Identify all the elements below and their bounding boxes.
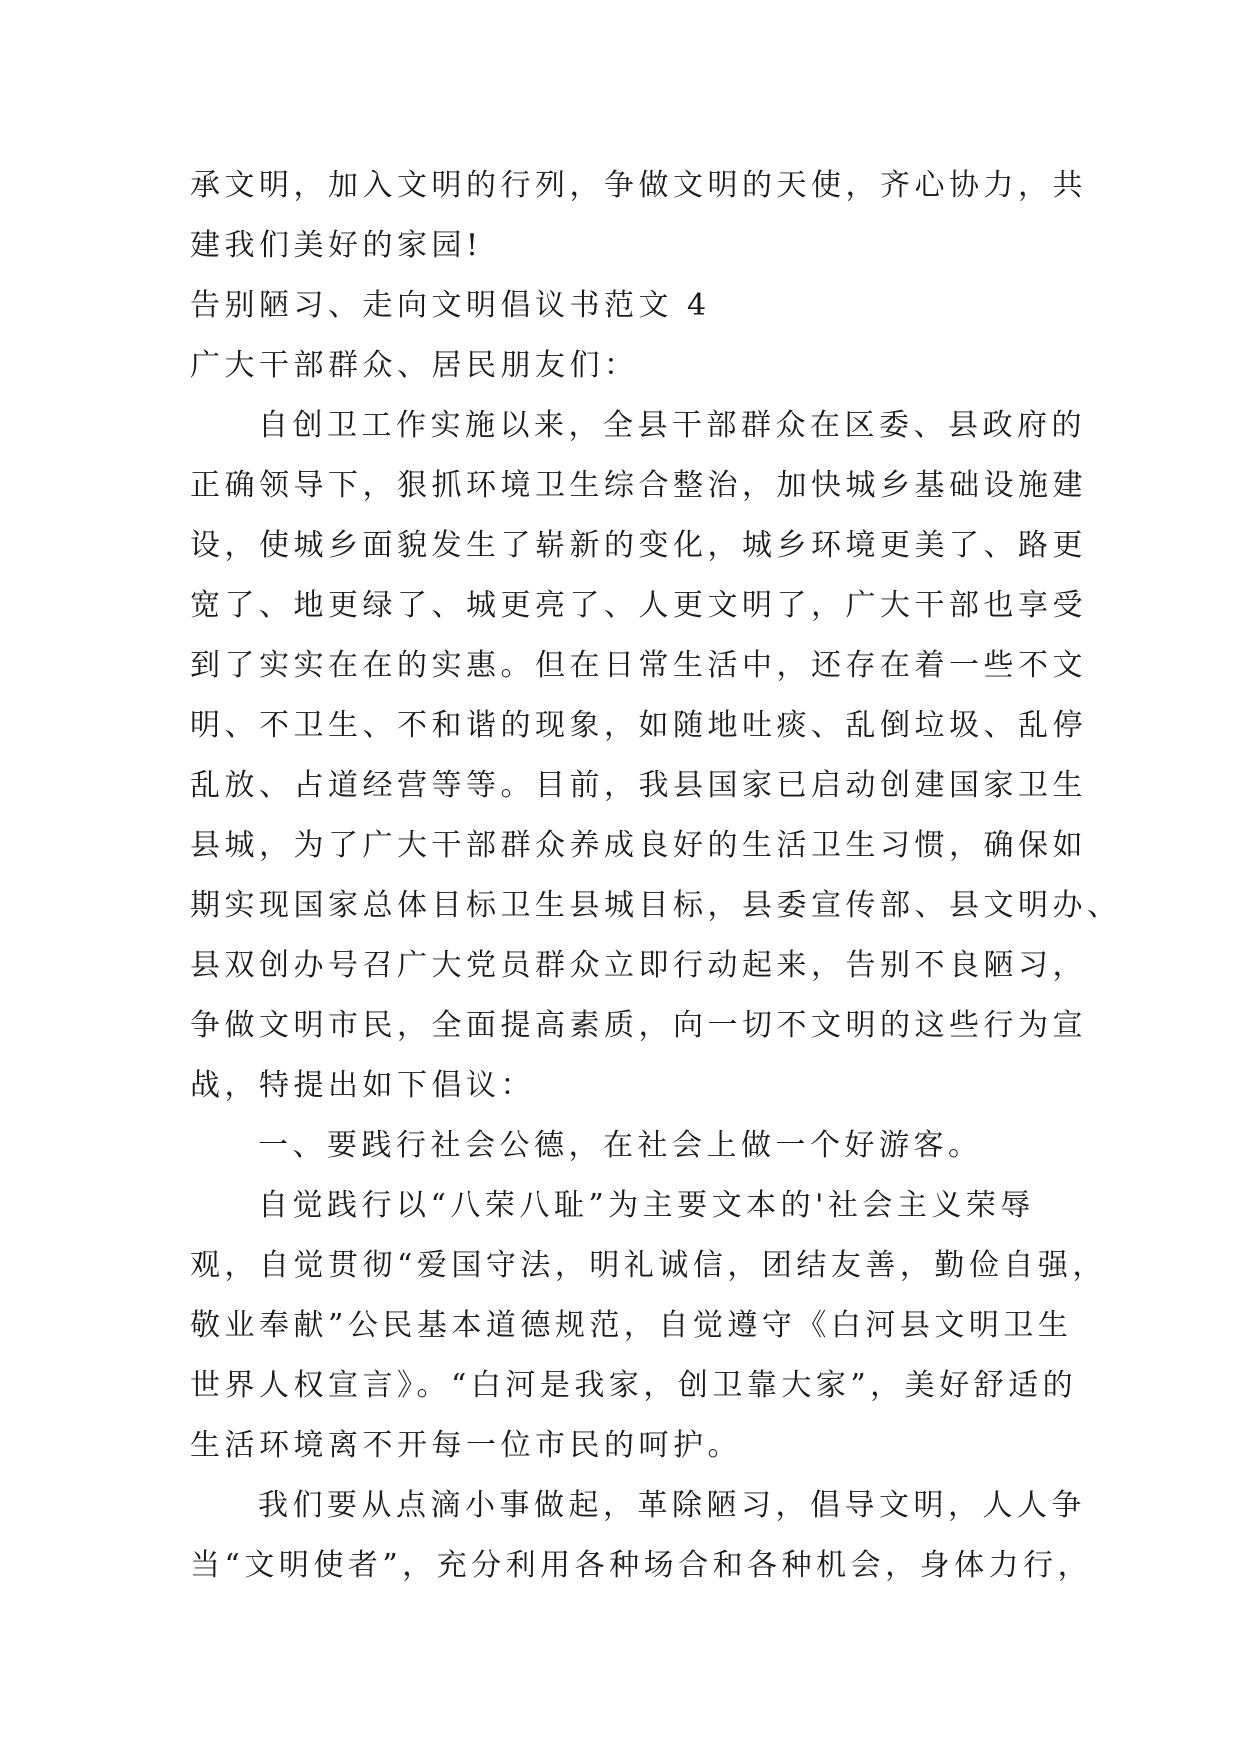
text-line: 一、要践行社会公德，在社会上做一个好游客。 xyxy=(258,1128,983,1163)
text-line: 宽了、地更绿了、城更亮了、人更文明了，广大干部也享受 xyxy=(190,588,1087,623)
text-line: 期实现国家总体目标卫生县城目标，县委宣传部、县文明办、 xyxy=(190,888,1122,923)
text-line: 正确领导下，狠抓环境卫生综合整治，加快城乡基础设施建 xyxy=(190,468,1087,503)
text-line: 广大干部群众、居民朋友们： xyxy=(190,348,639,383)
text-line: 到了实实在在的实惠。但在日常生活中，还存在着一些不文 xyxy=(190,648,1087,683)
document-page xyxy=(190,156,1122,1596)
text-line: 敬业奉献”公民基本道德规范，自觉遵守《白河县文明卫生 xyxy=(190,1308,1073,1343)
text-line: 自创卫工作实施以来，全县干部群众在区委、县政府的 xyxy=(258,408,1086,443)
text-line: 乱放、占道经营等等。目前，我县国家已启动创建国家卫生 xyxy=(190,768,1087,803)
text-line: 明、不卫生、不和谐的现象，如随地吐痰、乱倒垃圾、乱停 xyxy=(190,708,1087,743)
text-line: 建我们美好的家园! xyxy=(190,228,483,263)
text-line: 战，特提出如下倡议： xyxy=(190,1068,535,1103)
text-line: 告别陋习、走向文明倡议书范文 4 xyxy=(190,288,711,323)
text-line: 世界人权宣言》。“白河是我家，创卫靠大家”，美好舒适的 xyxy=(190,1368,1078,1403)
text-line: 县双创办号召广大党员群众立即行动起来，告别不良陋习， xyxy=(190,948,1087,983)
text-line: 设，使城乡面貌发生了崭新的变化，城乡环境更美了、路更 xyxy=(190,528,1087,563)
text-line: 当“文明使者”，充分利用各种场合和各种机会，身体力行， xyxy=(190,1548,1093,1583)
text-line: 我们要从点滴小事做起，革除陋习，倡导文明，人人争 xyxy=(258,1488,1086,1523)
text-line: 争做文明市民，全面提高素质，向一切不文明的这些行为宣 xyxy=(190,1008,1087,1043)
text-line: 观，自觉贯彻“爱国守法，明礼诚信，团结友善，勤俭自强， xyxy=(190,1248,1107,1283)
text-line: 承文明，加入文明的行列，争做文明的天使，齐心协力，共 xyxy=(190,168,1087,203)
text-line: 县城，为了广大干部群众养成良好的生活卫生习惯，确保如 xyxy=(190,828,1087,863)
text-line: 自觉践行以“八荣八耻”为主要文本的'社会主义荣辱 xyxy=(258,1188,1035,1223)
text-line: 生活环境离不开每一位市民的呵护。 xyxy=(190,1428,742,1463)
